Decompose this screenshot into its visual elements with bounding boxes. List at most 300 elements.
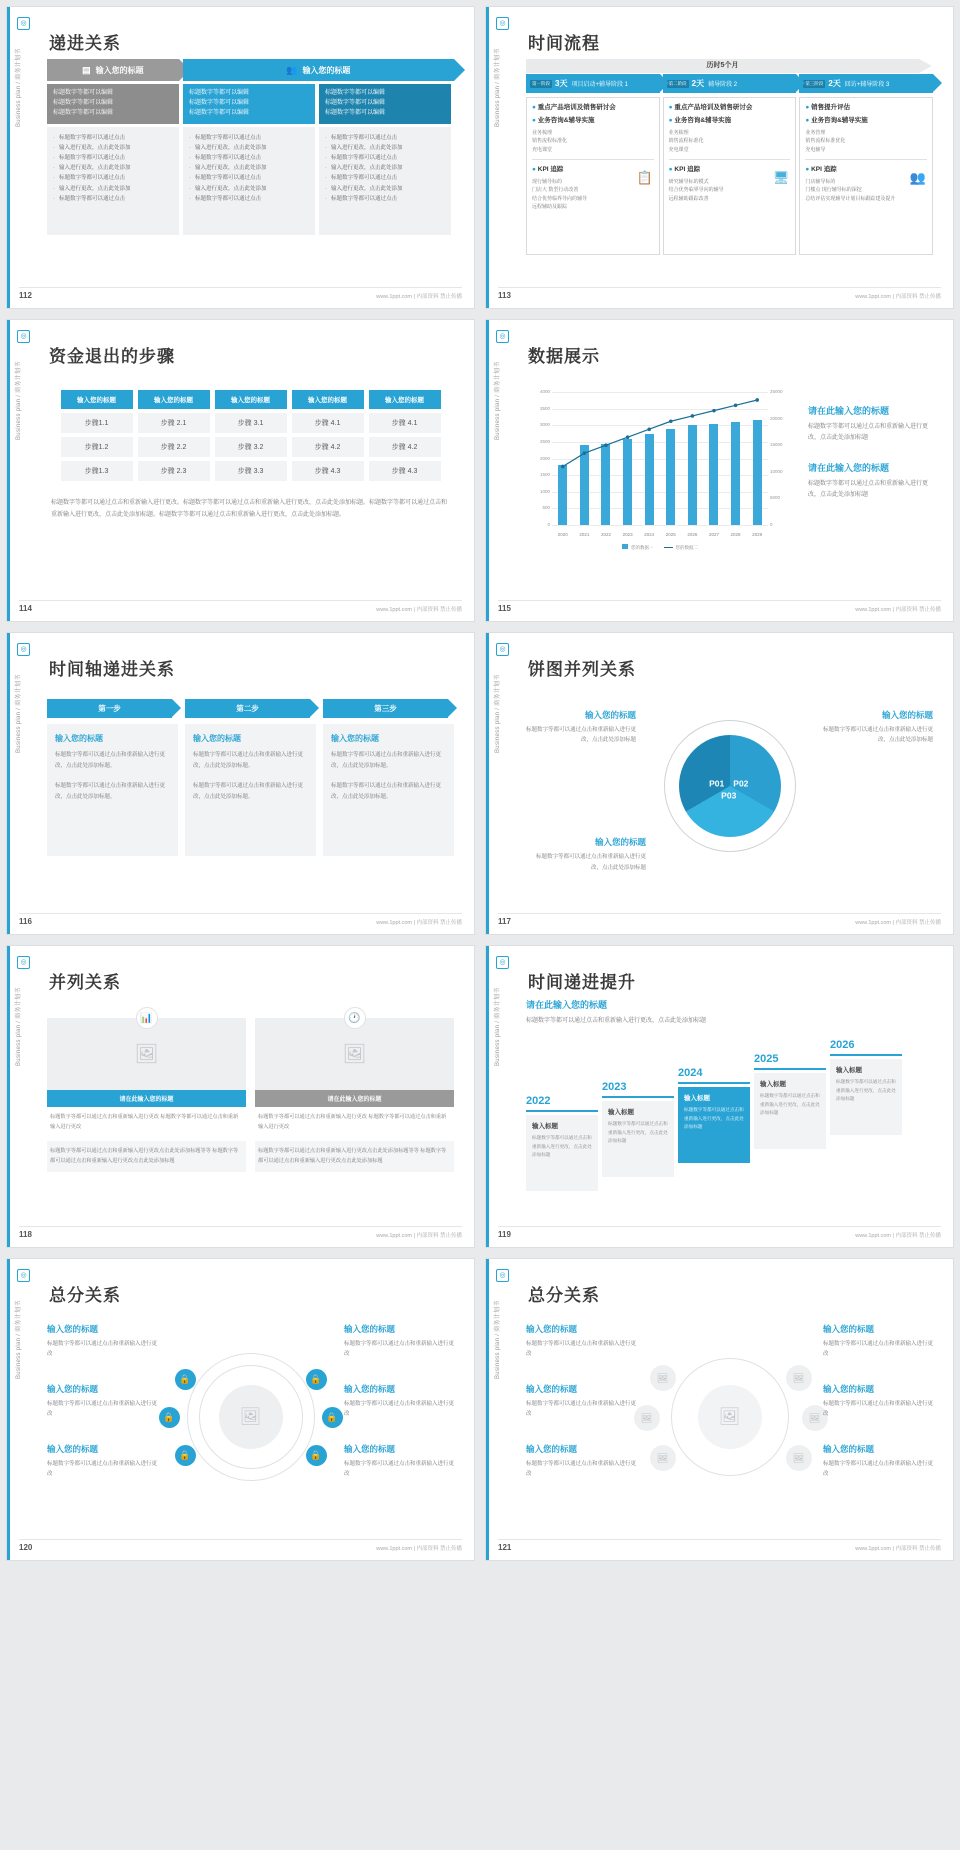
clipboard-icon: 📋 — [636, 170, 653, 185]
panel-row — [47, 1013, 454, 1172]
step-2-subhead: 输入您的标题 — [193, 734, 241, 743]
slide-121[interactable] — [485, 1258, 954, 1561]
panel-2-bar: 请在此输入您的标题 — [255, 1090, 454, 1107]
caption-1-text: 标题数字等都可以通过点击和重新输入进行更改 — [526, 1341, 637, 1358]
image-placeholder[interactable] — [47, 1013, 246, 1090]
caption-3-head: 输入您的标题 — [526, 1444, 578, 1454]
table-header: 输入您的标题 — [292, 390, 364, 409]
column-1-body — [47, 127, 179, 235]
step-columns — [47, 699, 454, 856]
underline — [754, 1068, 826, 1070]
page-number: 113 — [498, 291, 511, 300]
lock-icon[interactable]: 🔒 — [175, 1369, 196, 1390]
block-lines — [669, 129, 791, 155]
side-label: Business plan / 商务计划书 — [495, 1300, 501, 1379]
line: 充电课堂 — [532, 146, 553, 153]
y2-tick-label: 5000 — [770, 495, 781, 501]
band-label: 历时5个月 — [526, 59, 919, 73]
divider — [669, 159, 791, 160]
slide-115[interactable] — [485, 319, 954, 622]
x-tick-label: 2021 — [579, 532, 590, 537]
card-text: 标题数字等都可以通过点击和重新输入进行更改，点击此处添加标题 — [608, 1121, 668, 1144]
caption-text: 标题数字等都可以通过点击和重新输入进行更改，点击此处添加标题 — [808, 424, 929, 442]
table-header: 输入您的标题 — [369, 390, 441, 409]
panel-2 — [255, 1013, 454, 1172]
column-2 — [183, 84, 315, 235]
caption-5-text: 标题数字等都可以通过点击和重新输入进行更改 — [344, 1401, 455, 1418]
monitor-icon: 🖥 — [772, 170, 790, 185]
underline — [830, 1054, 902, 1056]
y-tick-label: 500 — [542, 505, 550, 511]
divider — [498, 600, 941, 601]
card-head: 输入标题 — [760, 1081, 786, 1089]
line: 业务梳理 — [668, 129, 689, 136]
panel-2-text2: 标题数字等都可以通过点击和重新输入进行更改点击此处添加标题等等 标题数字等都可以通过点击和重新输入进行更改点击此处添加标题 — [255, 1141, 454, 1171]
line: 业务梳理 — [532, 129, 553, 136]
slide-body — [47, 372, 454, 593]
column-2-body — [183, 127, 315, 235]
slide-112[interactable] — [6, 6, 475, 309]
table-column — [369, 390, 441, 481]
step-2-badge: 第二阶段 — [668, 80, 687, 86]
slide-body — [526, 1311, 933, 1532]
divider — [19, 913, 462, 914]
year-card-active — [678, 1087, 750, 1163]
caption-4-head: 输入您的标题 — [823, 1324, 875, 1334]
step-3-subhead: 输入您的标题 — [331, 734, 379, 743]
block-head: ● 重点产品培训及销售研讨会 — [668, 104, 753, 111]
table-cell: 步骤1.1 — [61, 413, 133, 433]
side-label: Business plan / 商务计划书 — [495, 361, 501, 440]
caption-6-head: 输入您的标题 — [823, 1444, 875, 1454]
step-1[interactable] — [526, 74, 660, 93]
footer-text: www.1ppt.com | 内部资料 禁止传播 — [855, 294, 941, 300]
step-3-badge: 第三阶段 — [805, 80, 824, 86]
slide-120[interactable] — [6, 1258, 475, 1561]
x-tick-label: 2029 — [752, 532, 763, 537]
slide-116[interactable] — [6, 632, 475, 935]
lock-icon[interactable]: 🔒 — [175, 1445, 196, 1466]
step-3-label: 回访+辅导阶段 3 — [844, 82, 890, 88]
lock-icon[interactable]: 🔒 — [159, 1407, 180, 1428]
step-2-p1: 标题数字等都可以通过点击和重新输入进行更改，点击此处添加标题。 — [193, 752, 304, 769]
caption-1 — [526, 709, 636, 746]
chevron-2[interactable] — [183, 59, 454, 81]
year-card — [754, 1073, 826, 1149]
accent-bar — [486, 7, 489, 308]
step-2-days: 2天 — [691, 79, 705, 88]
caption-3-text: 标题数字等都可以通过点击和重新输入进行更改，点击此处添加标题 — [536, 854, 647, 871]
slide-118[interactable] — [6, 945, 475, 1248]
column-group — [47, 84, 454, 235]
slide-body — [526, 372, 933, 593]
people-icon: 👥 — [286, 64, 298, 75]
underline — [526, 1110, 598, 1112]
year-step-2022[interactable] — [526, 1095, 598, 1191]
year-label: 2024 — [678, 1067, 703, 1080]
caption-1-head: 输入您的标题 — [526, 1324, 578, 1334]
block-lines — [532, 129, 654, 155]
caption-3-head: 输入您的标题 — [47, 1444, 99, 1454]
list-item: · 标题数字等都可以通过点击 — [325, 194, 445, 204]
year-label: 2022 — [526, 1095, 551, 1108]
list-item: · 标题数字等都可以通过点击 — [189, 173, 309, 183]
caption-5-head: 输入您的标题 — [344, 1384, 396, 1394]
clock-icon: 🕐 — [344, 1007, 366, 1029]
block-lines — [805, 178, 927, 204]
caption-6 — [344, 1443, 454, 1480]
caption-2-head: 输入您的标题 — [881, 710, 933, 720]
slide-body — [47, 998, 454, 1219]
image-icon[interactable]: 🖼 — [786, 1365, 812, 1391]
chart-plot — [539, 389, 783, 527]
accent-bar — [486, 320, 489, 621]
x-tick-label: 2020 — [557, 532, 568, 537]
legend-item-2: 您的数据二 — [664, 545, 699, 551]
step-3[interactable] — [799, 74, 933, 93]
step-1-days: 3天 — [555, 79, 568, 88]
block-head: ● 业务咨询&辅导实施 — [532, 116, 595, 124]
head-line: 标题数字等都可以编辑 — [189, 90, 250, 96]
column-2-head — [183, 84, 315, 124]
body-paragraph: 标题数字等都可以通过点击和重新输入进行更改。标题数字等都可以通过点击和重新输入进行更改，点击此处添加标题。标题数字等都可以通过点击和重新输入进行更改，点击此处添加标题。标题数字等都可以通过点击和重新输入进行更改，点击此处添加标题。 — [51, 500, 448, 518]
caption-4-text: 标题数字等都可以通过点击和重新输入进行更改 — [344, 1341, 455, 1358]
list-item: · 标题数字等都可以通过点击 — [325, 173, 445, 183]
step-2-box — [185, 724, 316, 856]
image-icon[interactable]: 🖼 — [634, 1405, 660, 1431]
caption-1 — [526, 1323, 636, 1360]
step-column-3 — [323, 699, 454, 856]
line: 远程辅助跟踪改善 — [668, 195, 709, 202]
caption-3 — [536, 836, 646, 873]
page-number: 120 — [19, 1543, 33, 1552]
caption-3-text: 标题数字等都可以通过点击和重新输入进行更改 — [526, 1461, 637, 1478]
head-line: 标题数字等都可以编辑 — [189, 109, 250, 116]
card-head: 输入标题 — [608, 1109, 634, 1117]
hub-center-image[interactable]: 🖼 — [219, 1385, 283, 1449]
divider — [19, 600, 462, 601]
image-placeholder[interactable] — [255, 1013, 454, 1090]
page-title: 总分关系 — [528, 1286, 600, 1305]
caption-4-head: 输入您的标题 — [344, 1324, 396, 1334]
y2-tick-label: 15000 — [770, 442, 783, 448]
page-title: 并列关系 — [49, 973, 121, 992]
caption-5 — [823, 1383, 933, 1420]
divider — [498, 1226, 941, 1227]
chart-captions — [794, 386, 933, 551]
caption-2 — [526, 1383, 636, 1420]
logo-icon: ◎ — [17, 330, 30, 343]
chart-legend — [526, 544, 794, 551]
table-cell: 步骤 3.3 — [215, 461, 287, 481]
slide-body — [47, 59, 454, 280]
footer-text: www.1ppt.com | 内部资料 禁止传播 — [376, 1233, 462, 1239]
side-label: Business plan / 商务计划书 — [16, 48, 22, 127]
block-head: ● KPI 追踪 — [668, 166, 701, 173]
line: 结合优势临界导向的辅导 — [532, 195, 588, 202]
x-tick-label: 2028 — [730, 532, 741, 537]
caption-3 — [526, 1443, 636, 1480]
footer-text: www.1ppt.com | 内部资料 禁止传播 — [376, 294, 462, 300]
page-title: 时间流程 — [528, 34, 600, 53]
head-line: 标题数字等都可以编辑 — [325, 99, 386, 106]
head-line: 标题数字等都可以编辑 — [53, 109, 114, 116]
y-tick-label: 4000 — [539, 389, 550, 394]
line: 远程辅助及跟踪 — [532, 204, 568, 211]
section-intro: 标题数字等都可以通过点击和重新输入进行更改，点击此处添加标题 — [526, 1018, 707, 1024]
timeline-band — [526, 59, 933, 93]
table-cell: 步骤 4.1 — [369, 413, 441, 433]
list-item: · 标题数字等都可以通过点击 — [189, 194, 309, 204]
page-number: 118 — [19, 1230, 32, 1239]
footer-text: www.1ppt.com | 内部资料 禁止传播 — [855, 1233, 941, 1239]
list-item: · 标题数字等都可以通过点击 — [325, 133, 445, 143]
list-item: · 输入进行更改，点击此处添加 — [325, 143, 445, 153]
list-item: · 输入进行更改，点击此处添加 — [189, 163, 309, 173]
year-label: 2025 — [754, 1053, 779, 1066]
column-1-head — [47, 84, 179, 124]
line: 门店大 数型行动改善 — [532, 187, 579, 194]
card-text: 标题数字等都可以通过点击和重新输入进行更改，点击此处添加标题 — [760, 1093, 820, 1116]
chevron-2-label: 输入您的标题 — [302, 65, 351, 75]
table-cell: 步骤 4.2 — [292, 437, 364, 457]
lock-icon[interactable]: 🔒 — [322, 1407, 343, 1428]
caption-3-head: 输入您的标题 — [594, 837, 646, 848]
page-title: 时间轴递进关系 — [49, 660, 175, 679]
line: 充电辅导 — [805, 146, 826, 153]
line: 销售流程标准化 — [668, 138, 704, 144]
timeline-steps — [526, 1039, 933, 1191]
block-lines — [532, 178, 654, 212]
card-head: 输入标题 — [532, 1123, 558, 1131]
table-cell: 步骤 4.2 — [369, 437, 441, 457]
chart-x-labels — [552, 532, 768, 537]
caption-text: 标题数字等都可以通过点击和重新输入进行更改，点击此处添加标题 — [808, 480, 929, 499]
x-tick-label: 2027 — [708, 532, 719, 537]
y-tick-label: 2000 — [539, 455, 550, 461]
footer-text: www.1ppt.com | 内部资料 禁止传播 — [855, 1546, 941, 1552]
team-icon: 👥 — [909, 170, 927, 185]
pie-label-p02: P02 — [733, 778, 749, 789]
line: 现行辅导标的 — [532, 178, 563, 185]
step-2-header[interactable]: 第二步 — [185, 699, 310, 718]
list-item: · 标题数字等都可以通过点击 — [53, 133, 173, 143]
column-3 — [319, 84, 451, 235]
year-card — [526, 1115, 598, 1191]
step-3-header[interactable]: 第三步 — [323, 699, 448, 718]
legend-item-1: 您的数据一 — [622, 544, 654, 551]
image-icon[interactable]: 🖼 — [650, 1365, 676, 1391]
block-head: ● KPI 追踪 — [805, 166, 837, 173]
slide-119[interactable] — [485, 945, 954, 1248]
table-header: 输入您的标题 — [138, 390, 210, 409]
side-label: Business plan / 商务计划书 — [16, 361, 22, 440]
document-icon: ▤ — [82, 64, 91, 75]
footer-text: www.1ppt.com | 内部资料 禁止传播 — [376, 920, 462, 926]
page-number: 119 — [498, 1230, 511, 1239]
block-head: ● KPI 追踪 — [532, 166, 564, 173]
line: 充电课堂 — [668, 146, 689, 153]
y-tick-label: 3500 — [539, 405, 550, 411]
image-icon[interactable]: 🖼 — [786, 1445, 812, 1471]
page-title: 总分关系 — [49, 1286, 121, 1305]
page-number: 115 — [498, 604, 511, 613]
caption-5-text: 标题数字等都可以通过点击和重新输入进行更改 — [823, 1401, 934, 1418]
x-tick-label: 2026 — [687, 532, 698, 537]
caption-6 — [823, 1443, 933, 1480]
x-tick-label: 2022 — [600, 532, 611, 537]
logo-icon: ◎ — [17, 643, 30, 656]
pie-shape — [679, 735, 781, 837]
hub-diagram — [47, 1317, 454, 1517]
panel-1 — [47, 1013, 246, 1172]
page-title: 资金退出的步骤 — [49, 347, 175, 366]
divider — [19, 1226, 462, 1227]
table-header: 输入您的标题 — [215, 390, 287, 409]
caption-1-text: 标题数字等都可以通过点击和重新输入进行更改，点击此处添加标题 — [526, 727, 637, 744]
detail-column-3 — [799, 97, 933, 255]
caption-head: 请在此输入您的标题 — [808, 406, 890, 416]
card-text: 标题数字等都可以通过点击和重新输入进行更改，点击此处添加标题 — [532, 1135, 592, 1158]
caption-1-head: 输入您的标题 — [584, 710, 636, 720]
slide-117[interactable] — [485, 632, 954, 935]
line-series — [552, 392, 768, 525]
column-3-head — [319, 84, 451, 124]
image-icon[interactable]: 🖼 — [650, 1445, 676, 1471]
panel-2-text: 标题数字等都可以通过点击和重新输入进行更改 标题数字等都可以通过点击和重新输入进行更改 — [258, 1114, 447, 1131]
y-tick-label: 3000 — [539, 422, 550, 428]
head-line: 标题数字等都可以编辑 — [53, 90, 114, 96]
logo-icon: ◎ — [496, 1269, 509, 1282]
image-icon[interactable]: 🖼 — [802, 1405, 828, 1431]
divider — [498, 287, 941, 288]
caption-2-text: 标题数字等都可以通过点击和重新输入进行更改，点击此处添加标题 — [823, 727, 934, 744]
list-item: · 标题数字等都可以通过点击 — [53, 194, 173, 204]
card-head: 输入标题 — [836, 1067, 862, 1075]
gridline — [552, 525, 768, 526]
caption-1-head: 输入您的标题 — [47, 1324, 99, 1334]
column-1 — [47, 84, 179, 235]
page-title: 数据展示 — [528, 347, 600, 366]
line: 门店辅导标的 — [805, 178, 836, 185]
caption-5-head: 输入您的标题 — [823, 1384, 875, 1394]
table-cell: 步骤1.3 — [61, 461, 133, 481]
side-label: Business plan / 商务计划书 — [16, 987, 22, 1066]
caption-4 — [823, 1323, 933, 1360]
step-row — [526, 74, 933, 93]
page-number: 116 — [19, 917, 32, 926]
lock-icon[interactable]: 🔒 — [306, 1369, 327, 1390]
table-column — [215, 390, 287, 481]
accent-bar — [486, 633, 489, 934]
list-item: · 标题数字等都可以通过点击 — [53, 153, 173, 163]
chart-row — [526, 386, 933, 551]
year-card — [602, 1101, 674, 1177]
panel-1-bar: 请在此输入您的标题 — [47, 1090, 246, 1107]
step-column-1 — [47, 699, 178, 856]
caption-3-text: 标题数字等都可以通过点击和重新输入进行更改 — [47, 1461, 158, 1478]
y-tick-label: 1000 — [539, 488, 550, 494]
year-step-2024[interactable] — [678, 1067, 750, 1163]
data-chart — [526, 386, 794, 551]
head-line: 标题数字等都可以编辑 — [53, 99, 114, 106]
line: 销售流程标准化 — [532, 138, 568, 144]
line: 研究辅导标的模式 — [668, 178, 709, 185]
line: 总结评估实现辅导计划目标跟踪建及提升 — [805, 195, 896, 202]
hub-center-image[interactable]: 🖼 — [698, 1385, 762, 1449]
slide-113[interactable] — [485, 6, 954, 309]
divider — [19, 287, 462, 288]
slide-114[interactable] — [6, 319, 475, 622]
caption-4-text: 标题数字等都可以通过点击和重新输入进行更改 — [823, 1341, 934, 1358]
slide-body — [526, 59, 933, 280]
list-item: · 输入进行更改，点击此处添加 — [53, 143, 173, 153]
year-step-2023[interactable] — [602, 1081, 674, 1177]
accent-bar — [7, 633, 10, 934]
year-label: 2023 — [602, 1081, 627, 1094]
slide-body — [47, 1311, 454, 1532]
accent-bar — [7, 946, 10, 1247]
step-1-header[interactable]: 第一步 — [47, 699, 172, 718]
panel-1-text2: 标题数字等都可以通过点击和重新输入进行更改点击此处添加标题等等 标题数字等都可以通过点击和重新输入进行更改点击此处添加标题 — [47, 1141, 246, 1171]
list-item: · 标题数字等都可以通过点击 — [189, 153, 309, 163]
chevron-1[interactable] — [47, 59, 179, 81]
table-cell: 步骤 3.1 — [215, 413, 287, 433]
list-item: · 输入进行更改，点击此处添加 — [325, 184, 445, 194]
block-head: ● 业务咨询&辅导实施 — [668, 116, 732, 124]
caption-6-text: 标题数字等都可以通过点击和重新输入进行更改 — [823, 1461, 934, 1478]
caption-1 — [47, 1323, 157, 1360]
step-2[interactable] — [663, 74, 797, 93]
y-tick-label: 0 — [547, 522, 550, 527]
card-head: 输入标题 — [684, 1095, 710, 1103]
step-3-days: 2天 — [828, 79, 841, 88]
block-head: ● 销售提升评估 — [805, 104, 851, 111]
detail-column-2 — [663, 97, 797, 255]
divider — [498, 913, 941, 914]
y-tick-label: 2500 — [539, 438, 550, 444]
card-text: 标题数字等都可以通过点击和重新输入进行更改，点击此处添加标题 — [684, 1107, 744, 1130]
x-tick-label: 2024 — [644, 532, 655, 537]
head-line: 标题数字等都可以编辑 — [189, 99, 250, 106]
page-number: 117 — [498, 917, 511, 926]
caption-1-text: 标题数字等都可以通过点击和重新输入进行更改 — [47, 1341, 158, 1358]
y2-tick-label: 25000 — [770, 389, 783, 394]
block-lines — [805, 129, 927, 155]
block-head: ● 重点产品培训及销售研讨会 — [532, 104, 616, 111]
pie-label-p03: P03 — [721, 790, 737, 801]
side-label: Business plan / 商务计划书 — [495, 48, 501, 127]
step-1-p1: 标题数字等都可以通过点击和重新输入进行更改，点击此处添加标题。 — [55, 752, 166, 769]
lock-icon[interactable]: 🔒 — [306, 1445, 327, 1466]
logo-icon: ◎ — [496, 330, 509, 343]
step-3-p1: 标题数字等都可以通过点击和重新输入进行更改，点击此处添加标题。 — [331, 752, 442, 769]
page-number: 112 — [19, 291, 32, 300]
slide-body — [526, 685, 933, 906]
list-item: · 输入进行更改，点击此处添加 — [53, 163, 173, 173]
pie-chart — [526, 691, 933, 881]
year-step-2026[interactable] — [830, 1039, 902, 1135]
divider — [498, 1539, 941, 1540]
section-head: 请在此输入您的标题 — [526, 1000, 608, 1010]
list-item: · 标题数字等都可以通过点击 — [325, 153, 445, 163]
page-title: 递进关系 — [49, 34, 121, 53]
year-step-2025[interactable] — [754, 1053, 826, 1149]
list-item: · 标题数字等都可以通过点击 — [189, 133, 309, 143]
page-number: 114 — [19, 604, 32, 613]
list-item: · 输入进行更改，点击此处添加 — [325, 163, 445, 173]
y2-tick-label: 20000 — [770, 415, 783, 421]
